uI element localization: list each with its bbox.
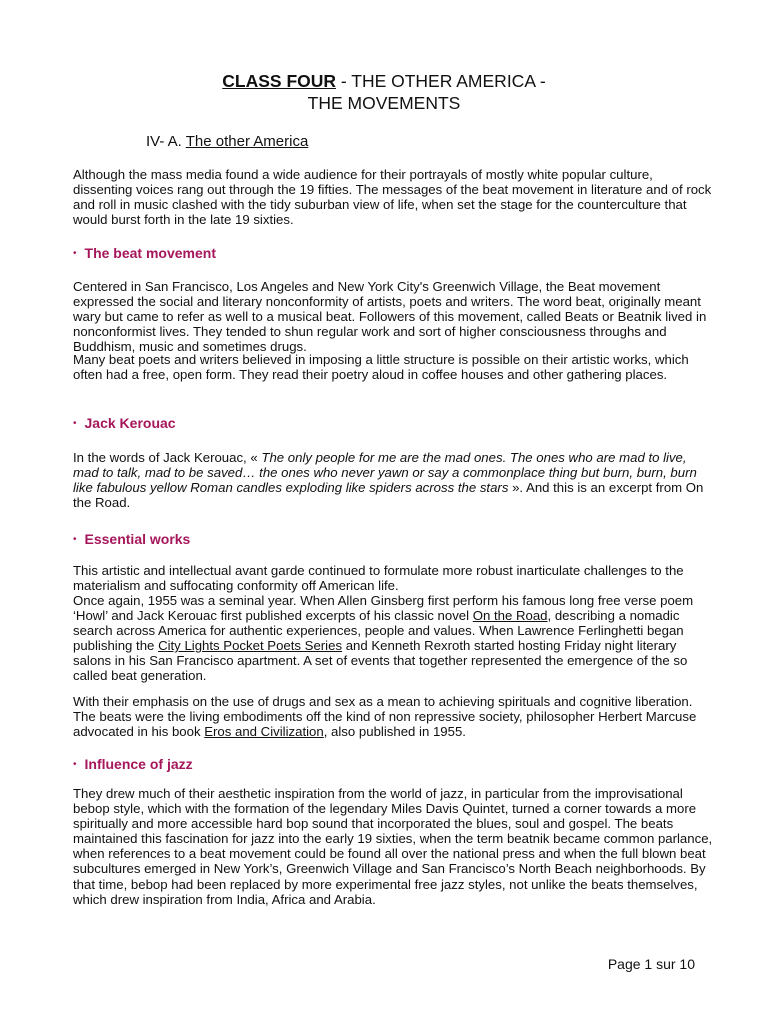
kerouac-intro-text: In the words of Jack Kerouac, « bbox=[73, 450, 262, 465]
beat-paragraph-2: Many beat poets and writers believed in imposing a little structure is possible on their artistic works, which often had a free, open form. They read their poetry aloud in coffee houses and other gathering places. bbox=[73, 352, 689, 383]
section-heading-label: Essential works bbox=[84, 531, 191, 547]
works-paragraph-3 bbox=[73, 694, 713, 739]
kerouac-after-text: ». And this is an excerpt from On the Road. bbox=[73, 480, 704, 511]
page-title bbox=[0, 70, 768, 114]
subheading bbox=[146, 133, 308, 151]
works-text-c: and Kenneth Rexroth started hosting Friday night literary salons in his San Francisco apartment. A set of events that together represented the emergence of the so called beat generation. bbox=[73, 638, 688, 684]
section-heading-essential-works bbox=[73, 531, 190, 548]
title-line-2: THE MOVEMENTS bbox=[307, 93, 461, 113]
subheading-prefix: IV- A. bbox=[146, 133, 186, 150]
works-p3-text-b: , also published in 1955. bbox=[323, 724, 466, 740]
section-heading-jack-kerouac bbox=[73, 415, 176, 432]
works-text-b: , describing a nomadic search across America for authentic experiences, people and values. When Lawrence Ferlinghetti began publishing the bbox=[73, 608, 684, 654]
section-heading-beat-movement bbox=[73, 245, 216, 262]
works-paragraph-2 bbox=[73, 593, 713, 684]
kerouac-quote: The only people for me are the mad ones. The ones who are mad to live, mad to talk, mad to be saved… the ones who never yawn or say a commonplace thing but burn, burn, burn like fabulous yellow Roman candles exploding like spiders across the stars bbox=[73, 450, 697, 496]
city-lights-link[interactable]: City Lights Pocket Poets Series bbox=[158, 638, 343, 654]
title-rest: - THE OTHER AMERICA - bbox=[336, 71, 546, 91]
works-p3-text-a: With their emphasis on the use of drugs and sex as a mean to achieving spirituals and cognitive liberation. The beats were the living embodiments off the kind of non repressive society, philosopher Herbert Marcuse advocated in his book bbox=[73, 694, 697, 740]
title-class-label: CLASS FOUR bbox=[222, 71, 337, 91]
section-heading-label: The beat movement bbox=[84, 245, 216, 261]
bullet-icon: • bbox=[73, 759, 77, 770]
bullet-icon: • bbox=[73, 534, 77, 545]
jazz-paragraph: They drew much of their aesthetic inspiration from the world of jazz, in particular from the improvisational bebop style, which with the formation of the legendary Miles Davis Quintet, turned a corner towards a more spiritually and more accessible hard bop sound that incorporated the blues, soul and gospel. The beats maintained this fascination for jazz into the early 19 sixties, when the term beatnik became common parlance, when references to a beat movement could be found all over the national press and when the full blown beat subcultures emerged in New York’s, Greenwich Village and San Francisco’s North Beach neighborhoods. By that time, bebop had been replaced by more experimental free jazz styles, not unlike the beats themselves, which drew inspiration from India, Africa and Arabia. bbox=[73, 786, 713, 907]
beat-paragraph-1: Centered in San Francisco, Los Angeles and New York City's Greenwich Village, the Beat movement expressed the social and literary nonconformity of artists, poets and writers. The word beat, originally meant wary but came to refer as well to a musical beat. Followers of this movement, called Beats or Beatnik lived in nonconformist lives. They tended to shun regular work and sort of higher consciousness throughs and Buddhism, music and sometimes drugs. bbox=[73, 279, 707, 355]
section-heading-label: Jack Kerouac bbox=[84, 415, 176, 431]
page-number: Page 1 sur 10 bbox=[607, 956, 695, 972]
bullet-icon: • bbox=[73, 418, 77, 429]
subheading-link: The other America bbox=[185, 133, 309, 150]
on-the-road-link[interactable]: On the Road bbox=[472, 608, 548, 624]
works-text-a: Once again, 1955 was a seminal year. When Allen Ginsberg first perform his famous long free verse poem ‘Howl’ and Jack Kerouac first published excerpts of his classic novel bbox=[73, 593, 694, 624]
bullet-icon: • bbox=[73, 248, 77, 259]
section-heading-label: Influence of jazz bbox=[84, 756, 193, 772]
works-paragraph-1: This artistic and intellectual avant garde continued to formulate more robust inarticulate challenges to the materialism and suffocating conformity off American life. bbox=[73, 563, 684, 594]
eros-civilization-link[interactable]: Eros and Civilization bbox=[204, 724, 324, 740]
kerouac-paragraph bbox=[73, 450, 713, 510]
intro-paragraph: Although the mass media found a wide audience for their portrayals of mostly white popular culture, dissenting voices rang out through the 19 fifties. The messages of the beat movement in literature and of rock and roll in music clashed with the tidy suburban view of life, when set the stage for the counterculture that would burst forth in the late 19 sixties. bbox=[73, 167, 712, 228]
section-heading-influence-of-jazz bbox=[73, 756, 193, 773]
